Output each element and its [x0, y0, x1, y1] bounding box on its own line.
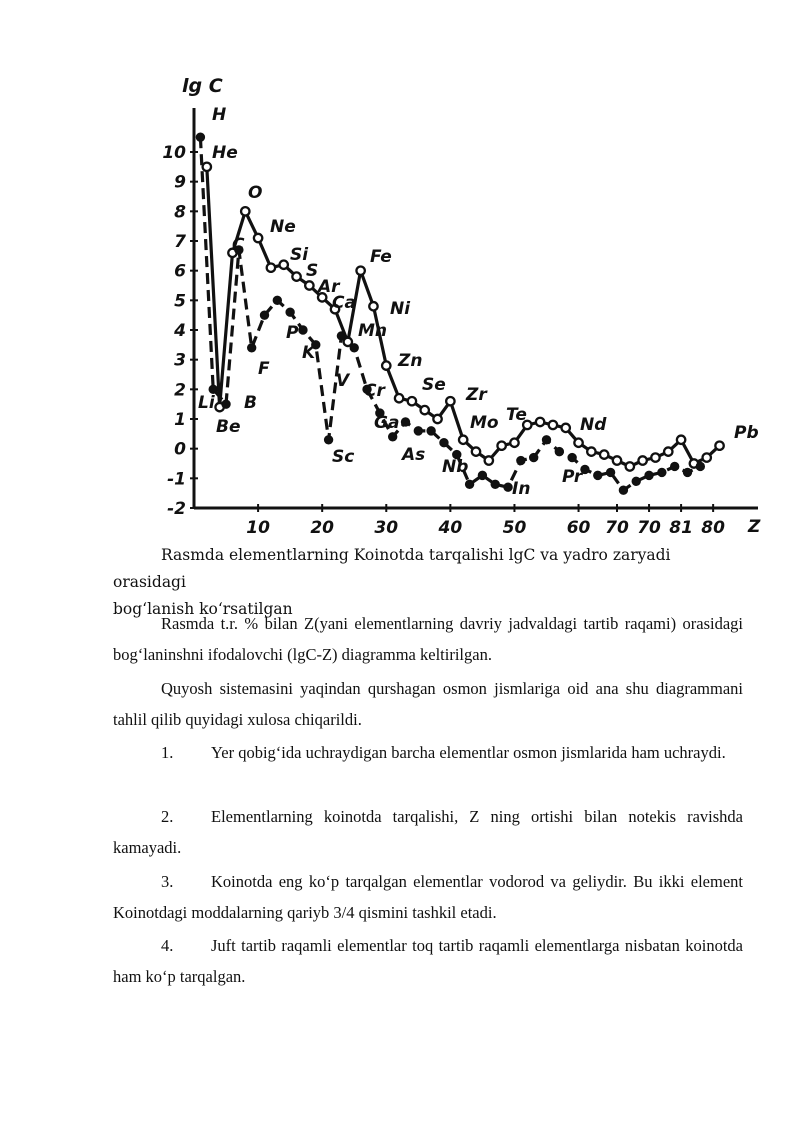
element-label: V [336, 371, 350, 391]
conclusion-item [113, 801, 743, 863]
conclusion-item [113, 930, 743, 992]
y-tick-label: 7 [174, 232, 186, 252]
data-point-even [497, 442, 505, 450]
data-point-odd [504, 483, 512, 491]
x-tick-label: 20 [310, 518, 335, 538]
data-point-even [395, 394, 403, 402]
data-point-odd [696, 462, 704, 470]
data-point-odd [299, 326, 307, 334]
element-label: Ga [374, 413, 400, 433]
data-point-even [587, 447, 595, 455]
x-tick-label: 30 [374, 518, 399, 538]
series-points [196, 133, 724, 494]
y-tick-label: 10 [162, 143, 186, 163]
element-label: P [286, 323, 299, 343]
data-point-even [241, 207, 249, 215]
conclusion-number: 1. [161, 743, 174, 762]
x-tick-label: 50 [502, 518, 527, 538]
element-label: Cr [364, 381, 385, 401]
data-point-even [433, 415, 441, 423]
data-point-even [408, 397, 416, 405]
abundance-diagram [160, 70, 770, 540]
data-point-even [677, 436, 685, 444]
element-label: Be [216, 417, 241, 437]
data-point-odd [568, 453, 576, 461]
y-tick-label: 2 [174, 380, 186, 401]
y-tick-label: 3 [174, 350, 186, 371]
element-label: Ar [318, 277, 340, 297]
data-point-even [485, 456, 493, 464]
element-label: B [244, 393, 257, 413]
conclusion-text: Yer qobig‘ida uchraydigan barcha elementlar osmon jismlarida ham uchraydi. [211, 743, 726, 762]
data-point-even [715, 442, 723, 450]
conclusion-item [113, 737, 743, 768]
data-point-odd [324, 436, 332, 444]
series-line-even [207, 167, 720, 467]
conclusion-number: 2. [161, 807, 174, 826]
data-point-odd [440, 439, 448, 447]
data-point-even [280, 261, 288, 269]
data-point-even [651, 453, 659, 461]
conclusion-text: Koinotda eng ko‘p tarqalgan elementlar vodorod va geliydir. Bu ikki element Koinotdagi moddalarning qariyb 3/4 qismini tashkil etadi. [113, 872, 743, 922]
y-tick-label: 9 [174, 172, 186, 193]
x-tick-label: 10 [246, 518, 270, 538]
data-point-even [664, 447, 672, 455]
data-point-odd [273, 296, 281, 304]
data-point-odd [658, 468, 666, 476]
data-point-odd [350, 344, 358, 352]
conclusion-number: 4. [161, 936, 174, 955]
element-label: S [306, 261, 319, 281]
conclusion-item [113, 866, 743, 928]
conclusion-number: 3. [161, 872, 174, 891]
data-point-even [369, 302, 377, 310]
data-point-odd [427, 427, 435, 435]
data-point-odd [619, 486, 627, 494]
caption-line-1: Rasmda elementlarning Koinotda tarqalishi lgC va yadro zaryadi orasidagi [113, 546, 671, 591]
data-point-odd [388, 433, 396, 441]
element-label: Pb [734, 423, 759, 443]
element-label: Nb [442, 457, 469, 477]
element-label: Mn [358, 321, 388, 341]
element-label: K [302, 343, 316, 363]
element-labels [198, 105, 759, 499]
element-label: In [512, 479, 531, 499]
y-tick-label: -1 [167, 469, 186, 490]
element-label: He [212, 143, 238, 163]
paragraph-analysis-intro: Quyosh sistemasini yaqindan qurshagan osmon jismlariga oid ana shu diagrammani tahlil qilib quyidagi xulosa chiqarildi. [113, 679, 743, 729]
y-tick-label: 6 [174, 261, 186, 282]
x-tick-label: 70 [637, 518, 661, 538]
caption-line-2: bog‘lanish ko‘rsatilgan [113, 600, 293, 618]
element-label: Li [198, 393, 215, 413]
element-label: Sc [332, 447, 355, 467]
y-tick-label: 8 [174, 202, 186, 223]
data-point-even [446, 397, 454, 405]
x-axis-title: Z [748, 517, 761, 537]
data-point-even [574, 439, 582, 447]
data-point-even [459, 436, 467, 444]
data-point-even [305, 281, 313, 289]
element-label: Se [422, 375, 446, 395]
data-point-odd [401, 418, 409, 426]
element-label: Zn [398, 351, 423, 371]
data-point-even [421, 406, 429, 414]
x-tick-label: 40 [438, 518, 463, 538]
element-label: As [402, 445, 426, 465]
y-tick-label: 4 [174, 321, 186, 341]
data-point-even [472, 447, 480, 455]
y-tick-label: 1 [174, 410, 186, 430]
element-label: Ni [390, 299, 411, 319]
paragraph-diagram-description: Rasmda t.r. % bilan Z(yani elementlarning davriy jadvaldagi tartib raqami) orasidagi bog‘laninshni ifodalovchi (lgC-Z) diagramma keltirilgan. [113, 614, 743, 664]
data-point-odd [222, 400, 230, 408]
data-point-odd [491, 480, 499, 488]
x-tick-label: 81 [669, 518, 693, 538]
data-point-even [549, 421, 557, 429]
element-label: Pr [562, 467, 583, 487]
data-point-even [382, 361, 390, 369]
y-tick-label: 5 [174, 291, 186, 312]
data-point-odd [337, 332, 345, 340]
data-point-even [638, 456, 646, 464]
data-point-even [356, 266, 364, 274]
data-point-even [254, 234, 262, 242]
element-label: Fe [370, 247, 392, 267]
element-label: Mo [470, 413, 499, 433]
data-point-odd [478, 471, 486, 479]
series-line-odd [200, 137, 700, 490]
data-point-odd [260, 311, 268, 319]
data-point-odd [594, 471, 602, 479]
data-point-even [613, 456, 621, 464]
element-label: Te [506, 405, 527, 425]
data-point-odd [645, 471, 653, 479]
data-point-odd [555, 447, 563, 455]
y-tick-label: 0 [174, 439, 186, 460]
element-label: Si [290, 245, 309, 265]
data-point-odd [517, 456, 525, 464]
data-point-odd [542, 436, 550, 444]
element-label: Ca [332, 293, 356, 313]
data-point-even [203, 163, 211, 171]
data-point-odd [286, 308, 294, 316]
element-label: Ne [270, 217, 296, 237]
element-label: Zr [466, 385, 487, 405]
data-point-odd [465, 480, 473, 488]
y-axis-title: lg C [182, 75, 223, 97]
data-point-odd [414, 427, 422, 435]
element-label: F [258, 359, 270, 379]
data-point-even [267, 264, 275, 272]
element-label: O [248, 183, 263, 203]
element-label: Nd [580, 415, 607, 435]
data-point-even [562, 424, 570, 432]
data-point-odd [529, 453, 537, 461]
data-point-even [292, 272, 300, 280]
conclusion-text: Juft tartib raqamli elementlar toq tartib raqamli elementlarga nisbatan koinotda ham ko‘p tarqalgan. [113, 936, 743, 986]
data-point-even [536, 418, 544, 426]
data-point-odd [683, 468, 691, 476]
data-point-even [510, 439, 518, 447]
data-point-even [703, 453, 711, 461]
element-label: H [212, 105, 227, 125]
x-tick-label: 70 [605, 518, 629, 538]
conclusion-text: Elementlarning koinotda tarqalishi, Z ning ortishi bilan notekis ravishda kamayadi. [113, 807, 743, 857]
data-point-odd [196, 133, 204, 141]
y-tick-label: -2 [167, 499, 186, 519]
element-label: C [232, 235, 245, 255]
x-tick-label: 60 [566, 518, 591, 538]
x-tick-label: 80 [701, 518, 725, 538]
data-point-odd [606, 468, 614, 476]
data-point-odd [670, 462, 678, 470]
data-point-even [626, 462, 634, 470]
data-point-even [600, 450, 608, 458]
data-point-odd [247, 344, 255, 352]
data-point-odd [632, 477, 640, 485]
